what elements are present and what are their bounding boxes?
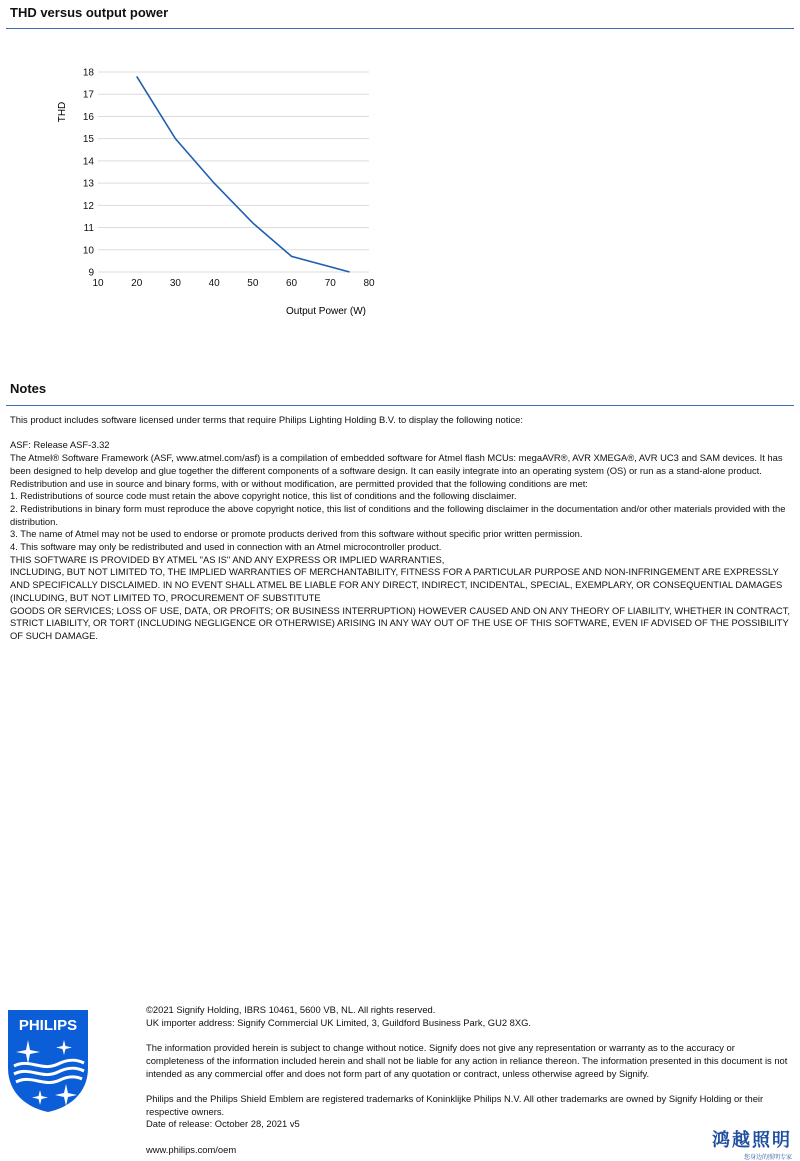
- y-tick-label: 12: [82, 200, 94, 212]
- y-axis-label: THD: [57, 101, 68, 123]
- notes-line: INCLUDING, BUT NOT LIMITED TO, THE IMPLIED WARRANTIES OF MERCHANTABILITY, FITNESS FOR A PARTICULAR PURPOSE AND NON-INFRINGEMENT ARE EXPRESSLY AND SPECIFICALLY DISCLAIMED. IN NO EVENT SHALL ATMEL BE LIABLE FOR ANY DIRECT, INDIRECT, INCIDENTAL, SPECIAL, EXEMPLARY, OR CONSEQUENTIAL DAMAGES (INCLUDING, BUT NOT LIMITED TO, PROCUREMENT OF SUBSTITUTE: [10, 566, 783, 603]
- notes-line: 2. Redistributions in binary form must reproduce the above copyright notice, this list of conditions and the following disclaimer in the documentation and/or other materials provided with the distribution.: [10, 502, 786, 527]
- y-tick-label: 13: [82, 178, 94, 190]
- thd-section-title: THD versus output power: [10, 5, 169, 20]
- y-tick-label: 14: [82, 156, 94, 168]
- footer-disclaimer: The information provided herein is subject to change without notice. Signify does not give any representation or warranty as to the accuracy or completeness of the information included herein and shall not be liable for any action in reliance thereon. The information presented in this document is not intended as any commercial offer and does not form part of any quotation or contract, unless otherwise agreed by Signify.: [146, 1042, 788, 1079]
- notes-section-title: Notes: [10, 381, 47, 396]
- notes-line: ASF: Release ASF-3.32: [10, 439, 110, 451]
- y-tick-label: 15: [82, 134, 94, 146]
- x-tick-label: 60: [286, 278, 298, 289]
- logo-wordmark: PHILIPS: [18, 1017, 78, 1034]
- thd-series-line: [137, 76, 350, 272]
- footer-trademarks: Philips and the Philips Shield Emblem are registered trademarks of Koninklijke Philips N.V. All other trademarks are owned by Signify Holding or their respective owners.: [146, 1092, 764, 1117]
- x-tick-label: 10: [92, 278, 104, 289]
- footer-importer: UK importer address: Signify Commercial UK Limited, 3, Guildford Business Park, GU2 8XG.: [146, 1016, 532, 1028]
- watermark-text: 鸿越照明: [712, 1130, 792, 1151]
- y-tick-label: 18: [82, 67, 94, 79]
- y-tick-label: 16: [82, 111, 94, 123]
- y-tick-labels: [83, 68, 95, 279]
- x-tick-label: 80: [363, 278, 375, 289]
- x-axis-label: Output Power (W): [285, 306, 367, 317]
- y-tick-label: 11: [83, 223, 94, 235]
- x-tick-labels: [92, 278, 375, 289]
- notes-line: THIS SOFTWARE IS PROVIDED BY ATMEL "AS IS" AND ANY EXPRESS OR IMPLIED WARRANTIES,: [10, 553, 445, 565]
- x-tick-label: 30: [169, 278, 181, 289]
- notes-section-rule: [6, 405, 794, 406]
- footer-copyright: ©2021 Signify Holding, IBRS 10461, 5600 VB, NL. All rights reserved.: [146, 1004, 436, 1015]
- x-tick-label: 20: [131, 278, 143, 289]
- thd-chart: [0, 40, 420, 340]
- footer-text: [146, 1004, 790, 1156]
- notes-line: GOODS OR SERVICES; LOSS OF USE, DATA, OR PROFITS; OR BUSINESS INTERRUPTION) HOWEVER CAUSED AND ON ANY THEORY OF LIABILITY, WHETHER IN CONTRACT, STRICT LIABILITY, OR TORT (INCLUDING NEGLIGENCE OR OTHERWISE) ARISING IN ANY WAY OUT OF THE USE OF THIS SOFTWARE, EVEN IF ADVISED OF THE POSSIBILITY OF SUCH DAMAGE.: [10, 604, 790, 641]
- thd-section-rule: [6, 28, 794, 29]
- x-tick-label: 50: [247, 278, 259, 289]
- notes-line: 4. This software may only be redistributed and used in connection with an Atmel microcontroller product.: [10, 541, 442, 553]
- notes-body: [10, 414, 790, 643]
- notes-line: The Atmel® Software Framework (ASF, www.atmel.com/asf) is a compilation of embedded software for Atmel flash MCUs: megaAVR®, AVR XMEGA®, AVR UC3 and SAM devices. It has been designed to help develop and glue together the different components of a software design. It can easily integrate into an operating system (OS) or run as a stand-alone product.: [10, 452, 783, 476]
- x-tick-label: 70: [324, 278, 336, 289]
- y-tick-label: 9: [88, 267, 94, 279]
- notes-line: 3. The name of Atmel may not be used to endorse or promote products derived from this software without specific prior written permission.: [10, 528, 583, 540]
- watermark-stamp: [712, 1126, 792, 1161]
- notes-line: 1. Redistributions of source code must retain the above copyright notice, this list of conditions and the following disclaimer.: [10, 490, 517, 502]
- x-tick-label: 40: [208, 278, 220, 289]
- watermark-subtext: 您身边的照明专家: [743, 1154, 792, 1161]
- notes-intro: This product includes software licensed under terms that require Philips Lighting Holding B.V. to display the following notice:: [10, 414, 523, 425]
- footer-website-link[interactable]: www.philips.com/oem: [146, 1143, 237, 1155]
- notes-line: Redistribution and use in source and binary forms, with or without modification, are permitted provided that the following conditions are met:: [10, 477, 588, 489]
- philips-shield-logo: [6, 1008, 90, 1114]
- footer-release-date: Date of release: October 28, 2021 v5: [146, 1118, 300, 1130]
- chart-grid: [98, 72, 369, 272]
- y-tick-label: 17: [82, 89, 94, 101]
- y-tick-label: 10: [82, 245, 94, 257]
